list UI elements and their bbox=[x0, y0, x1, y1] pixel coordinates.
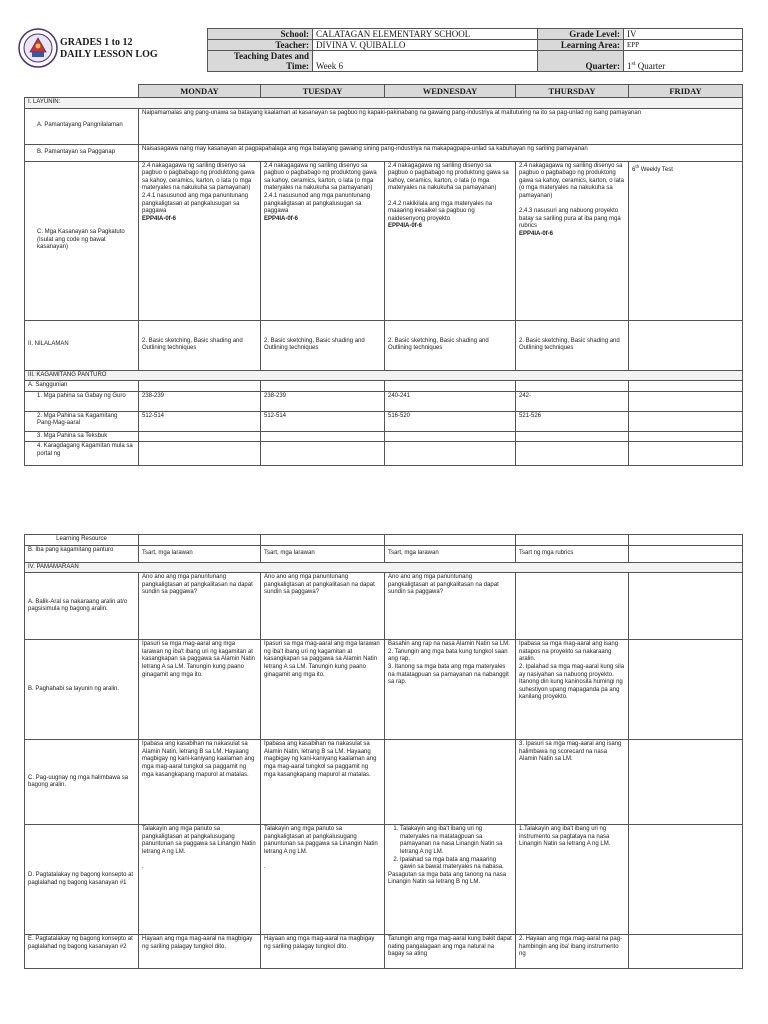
label-paghahabi: B. Paghahabi sa layunin ng aralin. bbox=[25, 640, 139, 740]
pasagutan-text: Pasagutan sa mga bata ang tanong na nasa Linangin Natin sa letrang B ng LM. bbox=[388, 871, 507, 886]
label-teksbuk: 3. Mga Pahina sa Teksbuk bbox=[25, 431, 139, 442]
pag-uugnay-monday: Ipabasa ang kasabihan na nakasulat sa Alamin Natin, letrang B sa LM. Hayaang magbigay ng kani-kaniyang kaalaman ang mga mag-aaral tungkol sa paggamit ng mga kasangkapang mapurol at matalas. bbox=[139, 740, 261, 825]
section-pamamaraan: IV. PAMAMARAAN bbox=[25, 562, 743, 573]
dates-label: Teaching Dates and Time: bbox=[208, 51, 313, 72]
dll-header bbox=[18, 28, 208, 78]
pagtatalakay-2-tuesday: Hayaan ang mga mag-aaral na magbigay ng sariling palagay tungkol dito. bbox=[261, 935, 385, 969]
nilalaman-monday: 2. Basic sketching, Basic shading and Outlining techniques bbox=[139, 320, 261, 370]
objectives-table bbox=[24, 84, 743, 466]
label-pag-uugnay: C. Pag-uugnay ng mga halimbawa sa bagong aralin. bbox=[25, 740, 139, 825]
label-learning-resource: Learning Resource bbox=[25, 535, 139, 546]
paghahabi-monday: Ipasuri sa mga mag-aaral ang mga larawan ng iba't ibang uri ng kagamitan at kasangkapan sa paggawa sa Alamin Natin letrang A sa LM. Tanungin kung paano ginagamit ang mga ito. bbox=[139, 640, 261, 740]
procedures-table bbox=[24, 534, 743, 969]
label-karagdagang-kagamitan: 4. Karagdagang Kagamitan mula sa portal ng bbox=[25, 442, 139, 466]
kagamitang-monday: 512-514 bbox=[139, 411, 261, 431]
grade-label: Grade Level: bbox=[538, 29, 624, 40]
label-balik-aral: A. Balik-Aral sa nakaraang aralin at/o pagsisimula ng bagong aralin. bbox=[25, 573, 139, 640]
label-kagamitang-mag-aaral: 2. Mga Pahina sa Kagamitang Pang-Mag-aaral bbox=[25, 411, 139, 431]
pagtatalakay-2-monday: Hayaan ang mga mag-aaral na magbigay ng sariling palagay tungkol dito. bbox=[139, 935, 261, 969]
area-label: Learning Area: bbox=[538, 40, 624, 51]
kasanayan-friday: 6th Weekly Test bbox=[629, 161, 743, 320]
balik-aral-monday: Ano ano ang mga panuntunang pangkaligtasan at pangkalitasan na dapat sundin sa paggawa? bbox=[139, 573, 261, 640]
day-tuesday: TUESDAY bbox=[261, 85, 385, 98]
kagamitang-tuesday: 512-514 bbox=[261, 411, 385, 431]
pag-uugnay-thursday: 3. Ipasuri sa mga mag-aaral ang isang halimbawa ng scorecard na nasa Alamin Natin sa LM. bbox=[516, 740, 629, 825]
list-item: 1. Talakayin ang iba't ibang uri ng materyales na matatagpuan sa pamayanan na nasa Linangin Natin sa letrang A ng LM. bbox=[400, 826, 512, 856]
day-friday: FRIDAY bbox=[629, 85, 743, 98]
nilalaman-tuesday: 2. Basic sketching, Basic shading and Outlining techniques bbox=[261, 320, 385, 370]
kasanayan-wednesday: 2.4 nakagagawa ng sariling disenyo sa pagbuo o pagbabago ng produktong gawa sa kahoy, ceramics, karton, o lata (o mga materyales na nakukuha sa pamayanan) 2.4.2 nakikilala ang mga materyales na maaaring iresaikel sa pagbuo ng naidesenyong proyekto EPP4IA-0f-6 bbox=[385, 161, 516, 320]
pag-uugnay-tuesday: Ipabasa ang kasabihan na nakasulat sa Alamin Natin, letrang B sa LM. Hayaang magbigay ng kani-kaniyang kaalaman ang mga mag-aaral tungkol sa paggamit ng mga kasangkapang mapurol at matalas. bbox=[261, 740, 385, 825]
balik-aral-wednesday: Ano ano ang mga panuntunang pangkaligtasan at pangkalitasan na dapat sundin sa paggawa? bbox=[385, 573, 516, 640]
teacher-label: Teacher: bbox=[208, 40, 313, 51]
nilalaman-wednesday: 2. Basic sketching, Basic shading and Outlining techniques bbox=[385, 320, 516, 370]
pagtatalakay-2-thursday: 2. Hayaan ang mga mag-aaral na pag-hambingin ang iba' ibang instrumento ng bbox=[516, 935, 629, 969]
paghahabi-tuesday: Ipasuri sa mga mag-aaral ang mga larawan ng iba't ibang uri ng kagamitan at kasangkapan sa paggawa sa Alamin Natin letrang A sa LM. Tanungin kung paano ginagamit ang mga ito. bbox=[261, 640, 385, 740]
area-value: EPP bbox=[624, 40, 743, 51]
label-pagtatalakay-1: D. Pagtatalakay ng bagong konsepto at paglalahad ng bagong kasanayan #1 bbox=[25, 825, 139, 935]
kagamitang-wednesday: 516-520 bbox=[385, 411, 516, 431]
grade-value: IV bbox=[624, 29, 743, 40]
label-pagtatalakay-2: E. Pagtatalakay ng bagong konsepto at paglalahad ng bagong kasanayan #2 bbox=[25, 935, 139, 969]
kasanayan-monday: 2.4 nakagagawa ng sariling disenyo sa pagbuo o pagbabago ng produktong gawa sa kahoy, ceramics, karton, o lata (o mga materyales na nakukuha sa pamayanan) 2.4.1 nasusunod ang mga panuntunang pangkaligtasan at pangkalusugan sa paggawa EPP4IA-0f-6 bbox=[139, 161, 261, 320]
pagtatalakay-1-wednesday bbox=[385, 825, 516, 935]
title-line-2: DAILY LESSON LOG bbox=[60, 49, 158, 60]
iba-kagamitan-monday: Tsart, mga larawan bbox=[139, 545, 261, 562]
pagtatalakay-1-thursday: 1.Talakayin ang iba't ibang uri ng instrumento sa pagtataya na nasa Linangin Natin sa letrang A ng LM. bbox=[516, 825, 629, 935]
label-pamantayang-pangnilalaman: A. Pamantayang Pangnilalaman bbox=[25, 108, 139, 144]
iba-kagamitan-thursday: Tsart ng mga rubrics bbox=[516, 545, 629, 562]
kagamitang-thursday: 521-526 bbox=[516, 411, 629, 431]
pagtatalakay-1-tuesday: Talakayin ang mga panuto sa pangkaligtasan at pangkalusugang panuntunan sa paggawa sa Linangin Natin letrang A ng LM. . bbox=[261, 825, 385, 935]
label-kasanayan-pagkatuto: C. Mga Kasanayan sa Pagkatuto (Isulat ang code ng bawat kasanayan) bbox=[25, 161, 139, 320]
label-nilalaman: II. NILALAMAN bbox=[25, 320, 139, 370]
day-wednesday: WEDNESDAY bbox=[385, 85, 516, 98]
pamantayan-pagganap-text: Naisasagawa nang may kasanayan at pagpapahalaga ang mga batayang gawaing sining pang-industriya na makapagpapa-unlad sa kabuhayan ng sariling pamayanan bbox=[139, 144, 743, 161]
day-thursday: THURSDAY bbox=[516, 85, 629, 98]
nilalaman-thursday: 2. Basic sketching, Basic shading and Outlining techniques bbox=[516, 320, 629, 370]
section-kagamitang-panturo: III. KAGAMITANG PANTURO bbox=[25, 370, 743, 381]
gabay-thursday: 242- bbox=[516, 391, 629, 411]
paghahabi-wednesday: Basahin ang rap na nasa Alamin Natin sa LM. 2. Tanungin ang mga bata kung tungkol saan ang rap. 3. Itanong sa mga bata ang mga materyales na matatagpuan sa pamayanan na nabanggit sa rap. bbox=[385, 640, 516, 740]
dll-title bbox=[60, 37, 158, 61]
paghahabi-thursday: Ipabasa sa mga mag-aaral ang isang natapos na proyekto sa nakaraang aralin. 2. Ipalahad sa mga mag-aaral kung sila ay nasiyahan sa nabuong proyekto. Itanong din kung kaninosila humingi ng suhestiyon upang mapaganda pa ang kanilang proyekto. bbox=[516, 640, 629, 740]
pagtatalakay-1-monday: Talakayin ang mga panuto sa pangkaligtasan at pangkalusugang panuntunan sa paggawa sa Linangin Natin letrang A ng LM. . bbox=[139, 825, 261, 935]
iba-kagamitan-tuesday: Tsart, mga larawan bbox=[261, 545, 385, 562]
day-monday: MONDAY bbox=[139, 85, 261, 98]
info-table bbox=[207, 28, 743, 72]
balik-aral-tuesday: Ano ano ang mga panuntunang pangkaligtasan at pangkalitasan na dapat sundin sa paggawa? bbox=[261, 573, 385, 640]
kasanayan-thursday: 2.4 nakagagawa ng sariling disenyo sa pagbuo o pagbabago ng produktong gawa sa kahoy, ceramics, karton, o lata (o mga materyales na nakukuha sa pamayanan) 2.4.3 nasusuri ang nabuong proyekto batay sa sariling pura at iba pang mga rubrics EPP4IA-0f-6 bbox=[516, 161, 629, 320]
title-line-1: GRADES 1 to 12 bbox=[60, 37, 133, 48]
dates-value: Week 6 bbox=[313, 51, 538, 72]
list-item: 2. Ipalahad sa mga bata ang maaaring gawin sa bawat materyales na nabasa. bbox=[400, 857, 512, 872]
day-header-row bbox=[25, 85, 743, 98]
label-pamantayan-pagganap: B. Pamantayan sa Pagganap bbox=[25, 144, 139, 161]
school-value: CALATAGAN ELEMENTARY SCHOOL bbox=[313, 29, 538, 40]
pagtatalakay-2-wednesday: Tanungin ang mga mag-aaral kung bakit dapat nating pangalagaan ang mga natural na bagay sa ating bbox=[385, 935, 516, 969]
quarter-label: Quarter: bbox=[538, 51, 624, 72]
label-iba-pang-kagamitan: B. Iba pang kagamitang panturo bbox=[25, 545, 139, 562]
label-sanggunian: A. Sanggunian bbox=[25, 381, 139, 392]
iba-kagamitan-wednesday: Tsart, mga larawan bbox=[385, 545, 516, 562]
gabay-wednesday: 240-241 bbox=[385, 391, 516, 411]
section-layunin: I. LAYUNIN: bbox=[25, 98, 743, 109]
quarter-value: 1st Quarter bbox=[624, 51, 743, 72]
gabay-tuesday: 238-239 bbox=[261, 391, 385, 411]
school-label: School: bbox=[208, 29, 313, 40]
gabay-monday: 238-239 bbox=[139, 391, 261, 411]
deped-seal-icon bbox=[18, 28, 58, 68]
kasanayan-tuesday: 2.4 nakagagawa ng sariling disenyo sa pagbuo o pagbabago ng produktong gawa sa kahoy, ceramics, karton, o lata (o mga materyales na nakukuha sa pamayanan) 2.4.1 nasusunod ang mga panuntunang pangkaligtasan at pangkalusugan sa paggawa EPP4IA-0f-6 bbox=[261, 161, 385, 320]
pamantayang-pangnilalaman-text: Naipamamalas ang pang-unawa sa batayang kaalaman at kasanayan sa pagbuo ng kapaki-pakinabang na gawaing pang-industriya at maituturing na ito sa pag-unlad ng isang pamayanan bbox=[139, 108, 743, 144]
teacher-value: DIVINA V. QUIBALLO bbox=[313, 40, 538, 51]
label-gabay-guro: 1. Mga pahina sa Gabay ng Guro bbox=[25, 391, 139, 411]
